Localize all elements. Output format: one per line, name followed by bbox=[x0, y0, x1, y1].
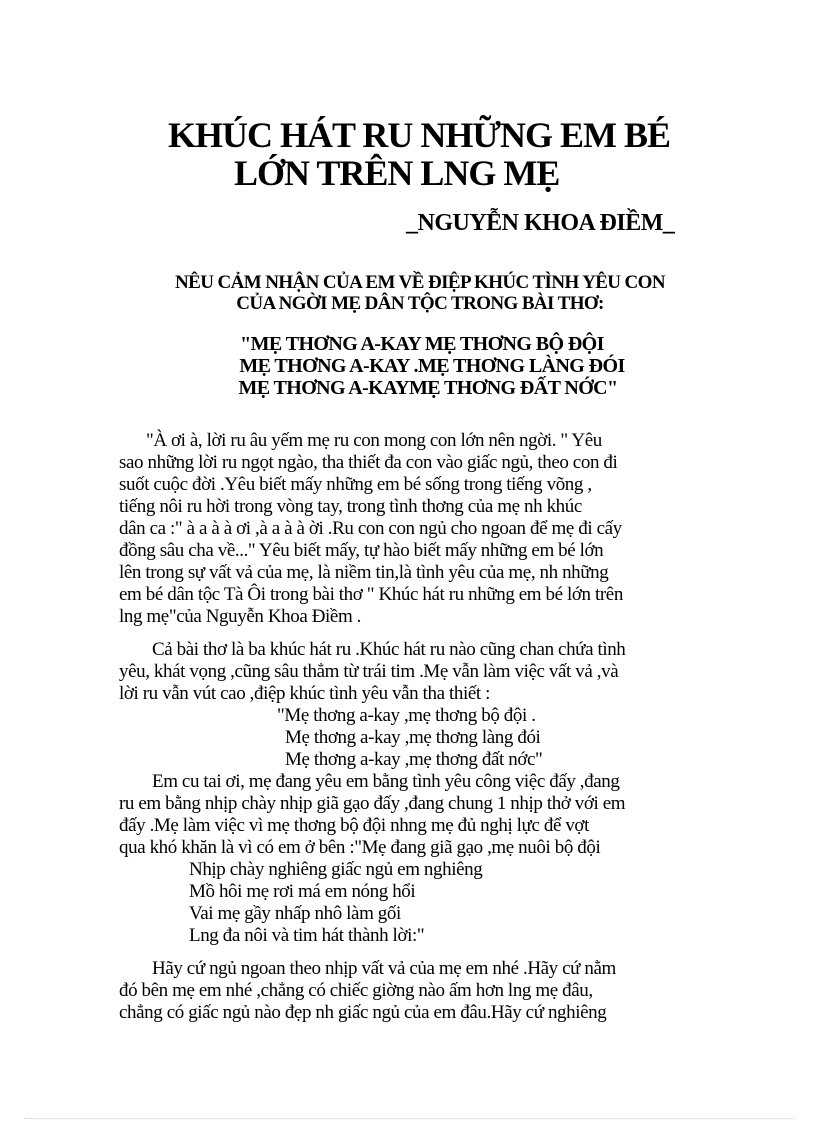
body-line: dân ca :" à a à à ơi ,à a à à ời .Ru con con ngủ cho ngoan để mẹ đi cấy bbox=[119, 518, 622, 539]
title-line-2: LỚN TRÊN LNG MẸ bbox=[234, 153, 560, 193]
body-line: Lng đa nôi và tim hát thành lời:" bbox=[189, 925, 425, 946]
body-line: yêu, khát vọng ,cũng sâu thẳm từ trái tim .Mẹ vẫn làm việc vất vả ,và bbox=[119, 661, 619, 682]
refrain-line-2: MẸ THƠNG A-KAY .MẸ THƠNG LÀNG ĐÓI bbox=[239, 355, 625, 377]
refrain-line-3: MẸ THƠNG A-KAYMẸ THƠNG ĐẤT NỚC" bbox=[238, 377, 618, 399]
question-line-1: NÊU CẢM NHẬN CỦA EM VỀ ĐIỆP KHÚC TÌNH YÊU CON bbox=[175, 272, 665, 293]
body-line: qua khó khăn là vì có em ở bên :"Mẹ đang giã gạo ,mẹ nuôi bộ đội bbox=[119, 837, 601, 858]
body-line: đồng sâu cha về..." Yêu biết mấy, tự hào biết mấy những em bé lớn bbox=[119, 540, 604, 561]
refrain-line-1: "MẸ THƠNG A-KAY MẸ THƠNG BỘ ĐỘI bbox=[240, 333, 604, 355]
body-line: ru em bằng nhịp chày nhịp giã gạo đấy ,đang chung 1 nhịp thở với em bbox=[119, 793, 626, 814]
author-name: _NGUYỄN KHOA ĐIỀM_ bbox=[406, 210, 675, 236]
body-line: lng mẹ"của Nguyễn Khoa Điềm . bbox=[119, 606, 362, 627]
body-line: đó bên mẹ em nhé ,chẳng có chiếc giờng nào ấm hơn lng mẹ đâu, bbox=[119, 980, 593, 1001]
body-line: Vai mẹ gầy nhấp nhô làm gối bbox=[189, 903, 401, 924]
body-line: đấy .Mẹ làm việc vì mẹ thơng bộ đội nhng mẹ đủ nghị lực để vợt bbox=[119, 815, 589, 836]
body-line: chẳng có giấc ngủ nào đẹp nh giấc ngủ của em đâu.Hãy cứ nghiêng bbox=[119, 1002, 607, 1023]
body-line: em bé dân tộc Tà Ôi trong bài thơ " Khúc hát ru những em bé lớn trên bbox=[119, 584, 623, 605]
refrain-quote bbox=[100, 333, 740, 399]
body-line: Em cu tai ơi, mẹ đang yêu em bằng tình yêu công việc đấy ,đang bbox=[152, 771, 620, 792]
essay-question bbox=[100, 272, 740, 314]
body-line: Mồ hôi mẹ rơi má em nóng hổi bbox=[189, 881, 416, 902]
body-line: tiếng nôi ru hời trong vòng tay, trong tình thơng của mẹ nh khúc bbox=[119, 496, 582, 517]
title-line-1: KHÚC HÁT RU NHỮNG EM BÉ bbox=[168, 115, 671, 155]
body-line: Mẹ thơng a-kay ,mẹ thơng đất nớc" bbox=[285, 749, 543, 770]
body-line: sao những lời ru ngọt ngào, tha thiết đa con vào giấc ngủ, theo con đi bbox=[119, 452, 618, 473]
poem-title bbox=[150, 116, 730, 192]
body-line: Nhịp chày nghiêng giấc ngủ em nghiêng bbox=[189, 859, 483, 880]
body-line: lời ru vẫn vút cao ,điệp khúc tình yêu vẫn tha thiết : bbox=[119, 683, 490, 704]
body-line: suốt cuộc đời .Yêu biết mấy những em bé sống trong tiếng võng , bbox=[119, 474, 592, 495]
body-line: "À ơi à, lời ru âu yếm mẹ ru con mong con lớn nên ngời. " Yêu bbox=[146, 430, 602, 451]
body-line: "Mẹ thơng a-kay ,mẹ thơng bộ đội . bbox=[277, 705, 536, 726]
page-bottom-border bbox=[24, 1118, 794, 1119]
body-line: Cả bài thơ là ba khúc hát ru .Khúc hát ru nào cũng chan chứa tình bbox=[152, 639, 626, 660]
body-line: lên trong sự vất vả của mẹ, là niềm tin,là tình yêu của mẹ, nh những bbox=[119, 562, 609, 583]
body-line: Mẹ thơng a-kay ,mẹ thơng làng đói bbox=[285, 727, 541, 748]
question-line-2: CỦA NGỜI MẸ DÂN TỘC TRONG BÀI THƠ: bbox=[236, 293, 604, 314]
body-line: Hãy cứ ngủ ngoan theo nhịp vất vả của mẹ em nhé .Hãy cứ nằm bbox=[152, 958, 616, 979]
